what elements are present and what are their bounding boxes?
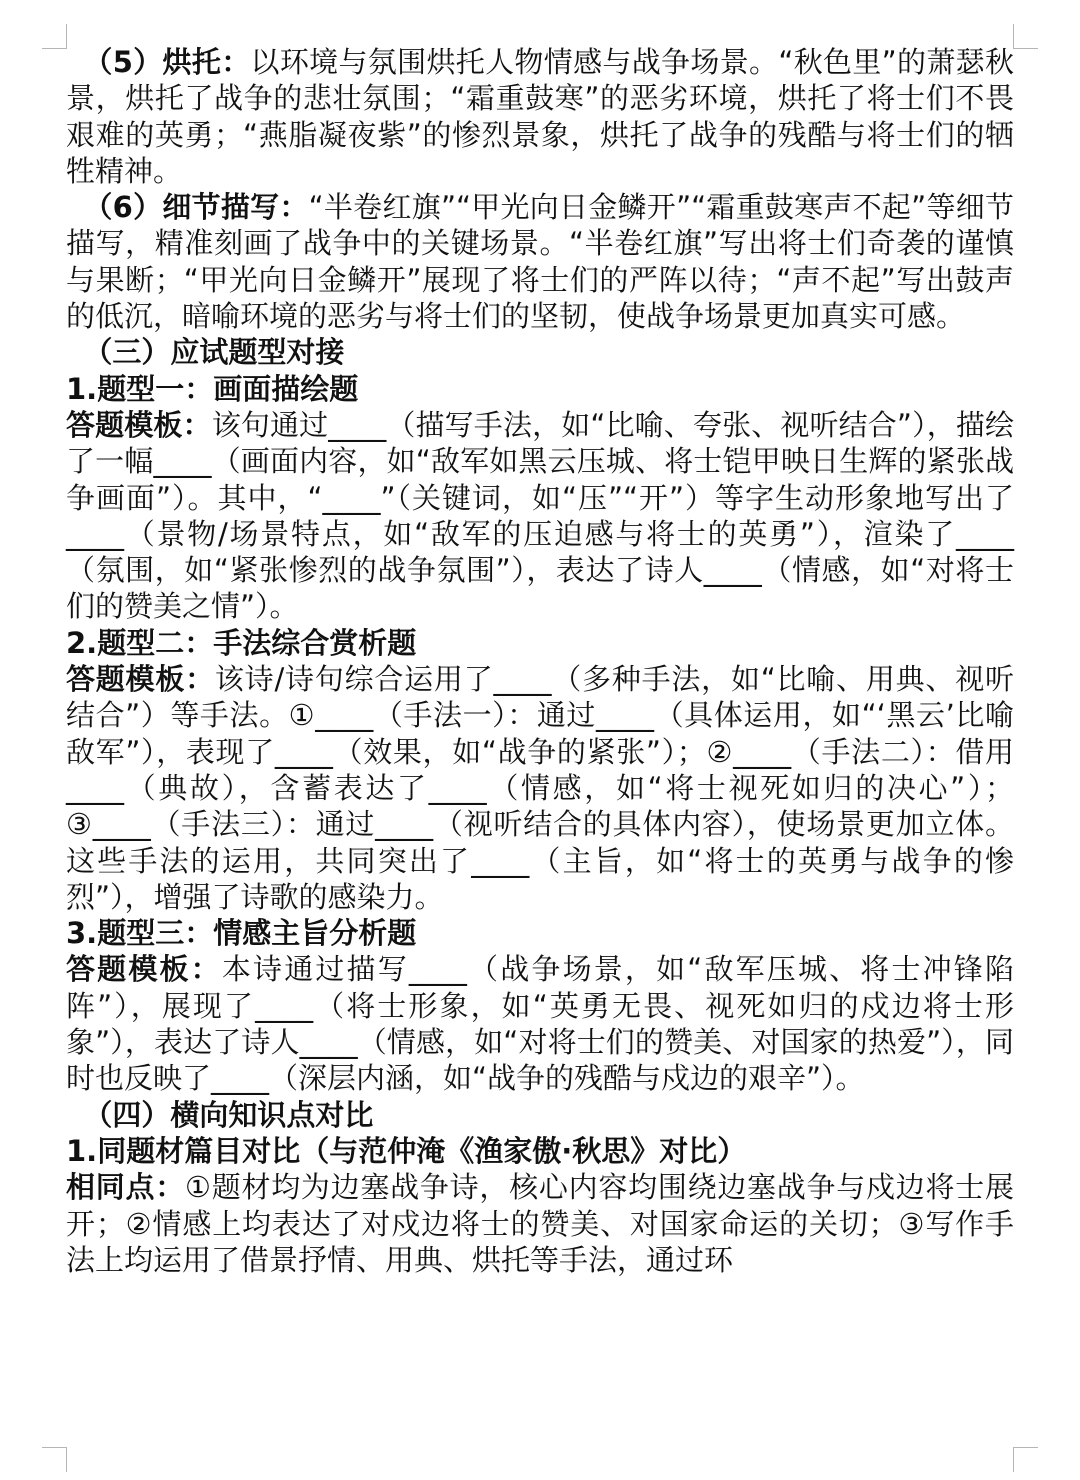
document-body (66, 44, 1014, 1278)
paragraph-template-three (66, 951, 1014, 1096)
subheading-same-theme-comparison: 1.同题材篇目对比（与范仲淹《渔家傲·秋思》对比） (66, 1133, 747, 1168)
crop-mark-bottom-left (42, 1447, 67, 1472)
subheading-type-two: 2.题型二：手法综合赏析题 (66, 625, 417, 660)
paragraph-text: 本诗通过描写____（战争场景，如“敌军压城、将士冲锋陷阵”），展现了____（将士形象，如“英勇无畏、视死如归的戍边将士形象”），表达了诗人____（情感，如“对将士们的赞美、对国家的热爱”），同时也反映了____（深层内涵，如“战争的残酷与戍边的艰辛”）。 (66, 952, 1014, 1096)
paragraph-template-two (66, 661, 1014, 915)
paragraph-text: ①题材均为边塞战争诗，核心内容均围绕边塞战争与戍边将士展开；②情感上均表达了对戍边将士的赞美、对国家命运的关切；③写作手法上均运用了借景抒情、用典、烘托等手法，通过环 (66, 1170, 1014, 1277)
paragraph-label: 答题模板： (66, 407, 212, 442)
crop-mark-top-left (42, 24, 67, 49)
paragraph-label: 答题模板： (66, 952, 222, 987)
paragraph-label: 答题模板： (66, 662, 215, 697)
crop-mark-bottom-right (1013, 1447, 1038, 1472)
subheading-type-one: 1.题型一：画面描绘题 (66, 371, 359, 406)
paragraph-detail-description (66, 189, 1014, 334)
section-heading-exam-types: （三）应试题型对接 (83, 335, 345, 370)
crop-mark-top-right (1013, 24, 1038, 49)
paragraph-contrast (66, 44, 1014, 189)
paragraph-text: 以环境与氛围烘托人物情感与战争场景。“秋色里”的萧瑟秋景，烘托了战争的悲壮氛围；“霜重鼓寒”的恶劣环境，烘托了将士们不畏艰难的英勇；“燕脂凝夜紫”的惨烈景象，烘托了战争的残酷与将士们的牺牲精神。 (66, 45, 1014, 188)
subheading-type-three: 3.题型三：情感主旨分析题 (66, 916, 417, 951)
paragraph-text: “半卷红旗”“甲光向日金鳞开”“霜重鼓寒声不起”等细节描写，精准刻画了战争中的关键场景。“半卷红旗”写出将士们奇袭的谨慎与果断；“甲光向日金鳞开”展现了将士们的严阵以待；“声不起”写出鼓声的低沉，暗喻环境的恶劣与将士们的坚韧，使战争场景更加真实可感。 (66, 190, 1014, 334)
paragraph-label: （5）烘托： (83, 45, 251, 79)
paragraph-label: （6）细节描写： (83, 190, 309, 225)
paragraph-similarities (66, 1169, 1014, 1278)
paragraph-template-one (66, 407, 1014, 625)
section-heading-comparison: （四）横向知识点对比 (83, 1097, 374, 1132)
paragraph-label: 相同点： (66, 1170, 185, 1205)
paragraph-text: 该诗/诗句综合运用了____（多种手法，如“比喻、用典、视听结合”）等手法。①____（手法一）：通过____（具体运用，如“‘黑云’比喻敌军”），表现了____（效果，如“战争的紧张”）；②____（手法二）：借用____（典故），含蓄表达了____（情感，如“将士视死如归的决心”）；③____（手法三）：通过____（视听结合的具体内容），使场景更加立体。这些手法的运用，共同突出了____（主旨，如“将士的英勇与战争的惨烈”），增强了诗歌的感染力。 (66, 662, 1014, 914)
paragraph-text: 该句通过____（描写手法，如“比喻、夸张、视听结合”），描绘了一幅____（画面内容，如“敌军如黑云压城、将士铠甲映日生辉的紧张战争画面”）。其中，“____”（关键词，如“压”“开”）等字生动形象地写出了____（景物/场景特点，如“敌军的压迫感与将士的英勇”），渲染了____（氛围，如“紧张惨烈的战争氛围”），表达了诗人____（情感，如“对将士们的赞美之情”）。 (66, 407, 1014, 624)
